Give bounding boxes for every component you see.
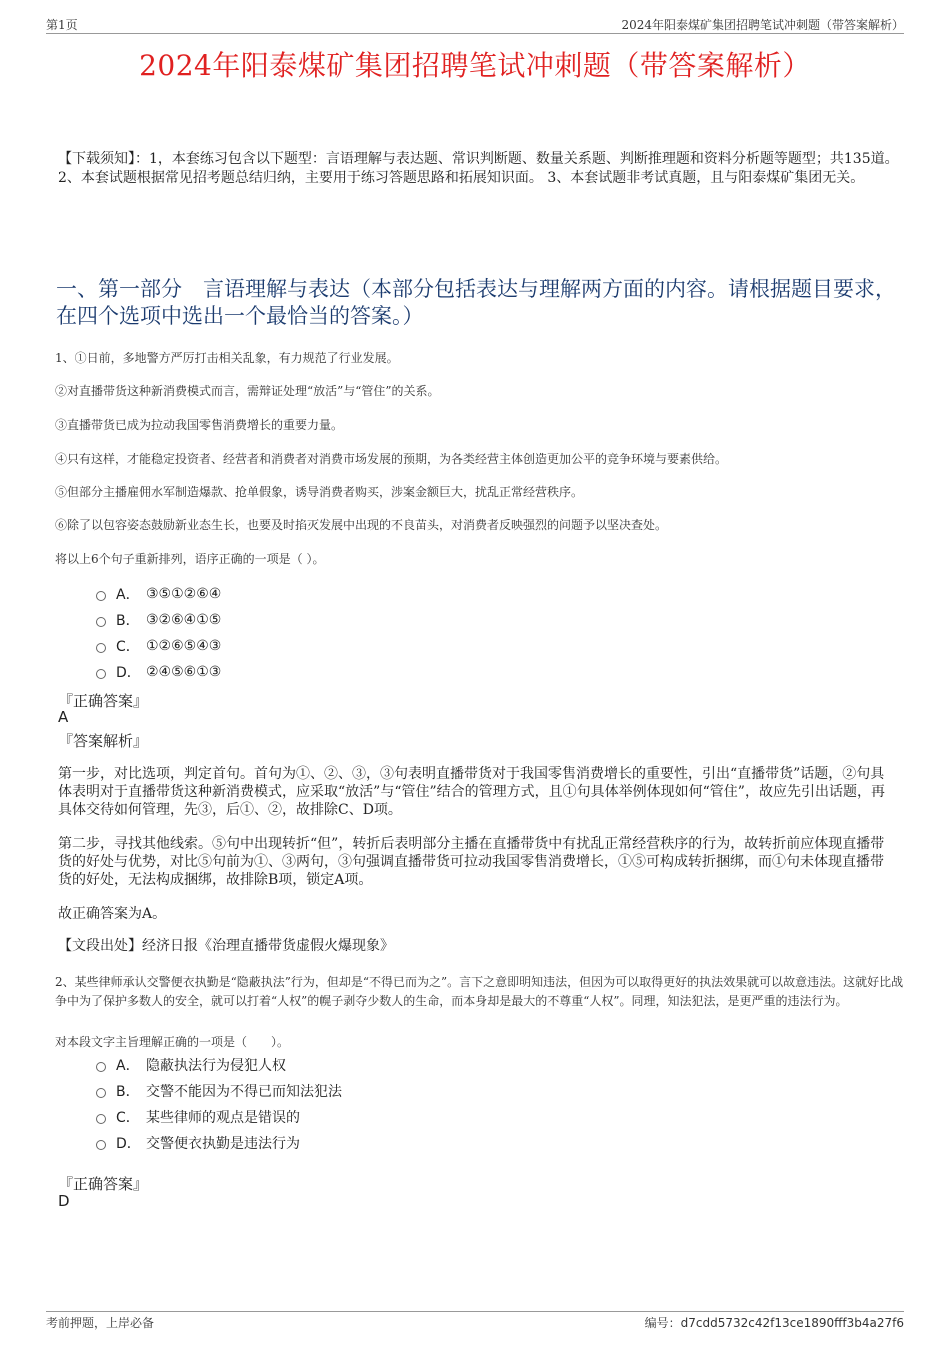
q2-stem: 2、某些律师承认交警便衣执勤是“隐蔽执法”行为，但却是“不得已而为之”。言下之意即明知违法，但因为可以取得更好的执法效果就可以故意违法。这就好比战争中为了保护多数人的安全，就可以打着“人权”的幌子剥夺少数人的生命，而本身却是最大的不尊重“人权”。同理，知法犯法，是更严重的违法行为。 bbox=[55, 975, 904, 1008]
q2-answer: D bbox=[58, 1192, 70, 1210]
option-letter: A． bbox=[116, 587, 140, 603]
footer-code-value: d7cdd5732c42f13ce1890fff3b4a27f6 bbox=[680, 1316, 904, 1330]
q1-sentence-3: ③直播带货已成为拉动我国零售消费增长的重要力量。 bbox=[55, 418, 344, 432]
option-text: 隐蔽执法行为侵犯人权 bbox=[146, 1058, 286, 1074]
option-text: ③②⑥④①⑤ bbox=[146, 612, 222, 628]
q1-sentence-4: ④只有这样，才能稳定投资者、经营者和消费者对消费市场发展的预期，为各类经营主体创造更加公平的竞争环境与要素供给。 bbox=[55, 452, 728, 466]
q1-option-b[interactable] bbox=[96, 610, 221, 630]
q2-option-a[interactable] bbox=[96, 1055, 286, 1075]
footer-code-label: 编号： bbox=[644, 1316, 681, 1330]
radio-icon[interactable] bbox=[96, 643, 106, 653]
q1-prompt: 将以上6个句子重新排列，语序正确的一项是（ ）。 bbox=[55, 552, 325, 566]
radio-icon[interactable] bbox=[96, 1114, 106, 1124]
option-text: ①②⑥⑤④③ bbox=[146, 638, 222, 654]
radio-icon[interactable] bbox=[96, 1062, 106, 1072]
option-letter: C． bbox=[116, 639, 140, 655]
option-letter: D． bbox=[116, 665, 141, 681]
q1-analysis-step2: 第二步，寻找其他线索。⑤句中出现转折“但”，转折后表明部分主播在直播带货中有扰乱正常经营秩序的行为，故转折前应体现直播带货的好处与优势，对比⑤句前为①、③两句，③句强调直播带货可拉动我国零售消费增长，①⑤可构成转折捆绑，而①句未体现直播带货的好处，无法构成捆绑，故排除B项，锁定A项。 bbox=[58, 836, 885, 888]
radio-icon[interactable] bbox=[96, 669, 106, 679]
q1-analysis-conclusion: 故正确答案为A。 bbox=[58, 906, 167, 922]
q2-option-c[interactable] bbox=[96, 1107, 300, 1127]
page-title: 2024年阳泰煤矿集团招聘笔试冲刺题（带答案解析） bbox=[139, 49, 811, 82]
option-text: 某些律师的观点是错误的 bbox=[146, 1110, 300, 1126]
radio-icon[interactable] bbox=[96, 591, 106, 601]
q2-prompt: 对本段文字主旨理解正确的一项是（ ）。 bbox=[55, 1035, 290, 1049]
radio-icon[interactable] bbox=[96, 617, 106, 627]
q1-analysis-step1: 第一步，对比选项，判定首句。首句为①、②、③，③句表明直播带货对于我国零售消费增长的重要性，引出“直播带货”话题，②句具体表明对于直播带货这种新消费模式，应采取“放活”与“管住”结合的管理方式，且①句具体举例体现如何“管住”，故应先引出话题，再具体交待如何管理，先③，后①、②，故排除C、D项。 bbox=[58, 766, 885, 818]
q1-option-d[interactable] bbox=[96, 662, 221, 682]
q1-analysis-label: 『答案解析』 bbox=[58, 732, 149, 750]
q2-option-d[interactable] bbox=[96, 1133, 300, 1153]
download-notice: 【下载须知】：1，本套练习包含以下题型：言语理解与表达题、常识判断题、数量关系题、判断推理题和资料分析题等题型；共135道。 2、本套试题根据常见招考题总结归纳，主要用于练习答题思路和拓展知识面。 3、本套试题非考试真题，且与阳泰煤矿集团无关。 bbox=[58, 151, 899, 186]
q1-sentence-6: ⑥除了以包容姿态鼓励新业态生长，也要及时掐灭发展中出现的不良苗头，对消费者反映强烈的问题予以坚决查处。 bbox=[55, 518, 668, 532]
option-letter: A． bbox=[116, 1058, 140, 1074]
option-letter: D． bbox=[116, 1136, 141, 1152]
q1-correct-answer-label: 『正确答案』 bbox=[58, 692, 149, 710]
q1-sentence-5: ⑤但部分主播雇佣水军制造爆款、抢单假象，诱导消费者购买，涉案金额巨大，扰乱正常经营秩序。 bbox=[55, 485, 584, 499]
section-heading: 一、第一部分 言语理解与表达（本部分包括表达与理解两方面的内容。请根据题目要求，在四个选项中选出一个最恰当的答案。） bbox=[56, 277, 896, 328]
option-text: 交警不能因为不得已而知法犯法 bbox=[146, 1084, 342, 1100]
page-number: 第1页 bbox=[46, 18, 78, 32]
q2-correct-answer-label: 『正确答案』 bbox=[58, 1175, 149, 1193]
footer-code bbox=[645, 1314, 904, 1331]
q1-option-c[interactable] bbox=[96, 636, 221, 656]
option-letter: C． bbox=[116, 1110, 140, 1126]
header-doc-title: 2024年阳泰煤矿集团招聘笔试冲刺题（带答案解析） bbox=[621, 18, 904, 32]
option-letter: B． bbox=[116, 613, 140, 629]
radio-icon[interactable] bbox=[96, 1088, 106, 1098]
option-text: ③⑤①②⑥④ bbox=[146, 586, 222, 602]
q1-sentence-2: ②对直播带货这种新消费模式而言，需辩证处理“放活”与“管住”的关系。 bbox=[55, 384, 440, 398]
q2-option-b[interactable] bbox=[96, 1081, 342, 1101]
option-letter: B． bbox=[116, 1084, 140, 1100]
q1-option-a[interactable] bbox=[96, 584, 221, 604]
q1-sentence-1: 1、①日前，多地警方严厉打击相关乱象，有力规范了行业发展。 bbox=[55, 351, 399, 365]
q1-source: 【文段出处】经济日报《治理直播带货虚假火爆现象》 bbox=[58, 938, 394, 954]
option-text: ②④⑤⑥①③ bbox=[146, 664, 222, 680]
footer-divider bbox=[46, 1311, 904, 1312]
q1-answer: A bbox=[58, 708, 69, 726]
option-text: 交警便衣执勤是违法行为 bbox=[146, 1136, 300, 1152]
radio-icon[interactable] bbox=[96, 1140, 106, 1150]
header-divider bbox=[46, 33, 904, 34]
footer-slogan: 考前押题，上岸必备 bbox=[46, 1316, 155, 1330]
